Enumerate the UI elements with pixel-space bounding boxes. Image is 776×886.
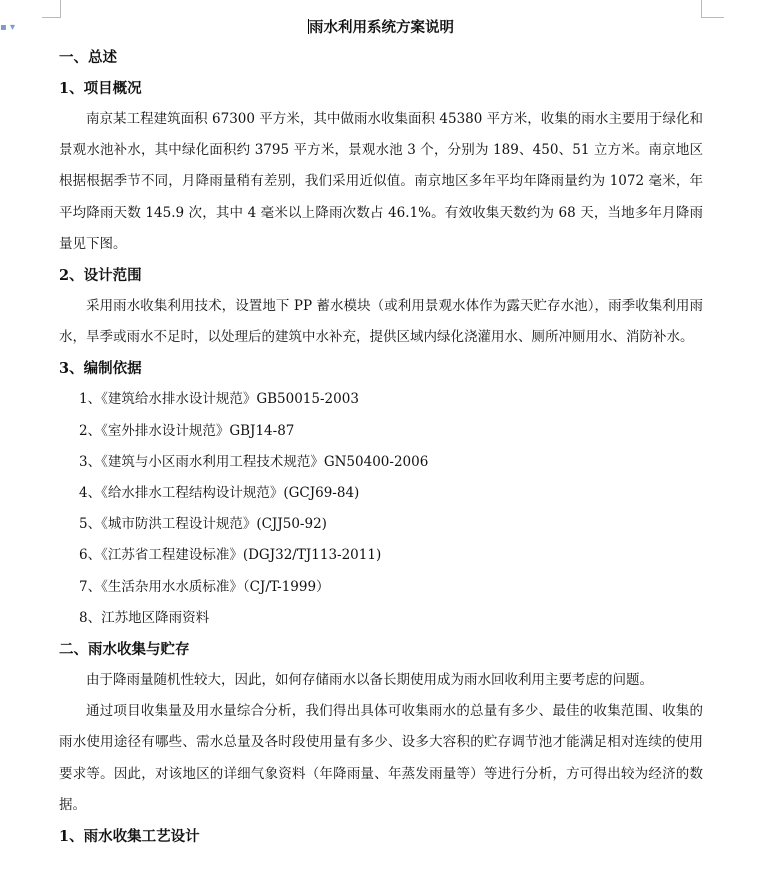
reference-list-item: 3、《建筑与小区雨水利用工程技术规范》GN50400-2006 bbox=[79, 453, 429, 470]
body-paragraph: 通过项目收集量及用水量综合分析，我们得出具体可收集雨水的总量有多少、最佳的收集范围、收集的雨水使用途径有哪些、需水总量及各时段使用量有多少、设多大容积的贮存调节池才能满足相对连续的使用要求等。因此，对该地区的详细气象资料（年降雨量、年蒸发雨量等）等进行分析，方可得出较为经济的数据。 bbox=[59, 703, 703, 813]
document-page[interactable] bbox=[59, 14, 703, 852]
page-corner-mark-right bbox=[701, 0, 724, 18]
section-heading: 二、雨水收集与贮存 bbox=[59, 641, 190, 659]
ruler-marker-icon: ▪ ▾ bbox=[0, 22, 15, 33]
reference-list-item: 5、《城市防洪工程设计规范》(CJJ50-92) bbox=[79, 516, 327, 533]
reference-list-item: 7、《生活杂用水水质标准》（CJ/T-1999） bbox=[79, 578, 330, 595]
section-heading: 1、项目概况 bbox=[59, 80, 142, 97]
section-heading: 3、编制依据 bbox=[59, 360, 142, 378]
reference-list-item: 2、《室外排水设计规范》GBJ14-87 bbox=[79, 422, 295, 439]
section-heading: 2、设计范围 bbox=[59, 267, 142, 285]
section-heading: 一、总述 bbox=[59, 49, 117, 66]
section-heading: 1、雨水收集工艺设计 bbox=[59, 828, 200, 846]
reference-list-item: 1、《建筑给水排水设计规范》GB50015-2003 bbox=[79, 391, 359, 408]
reference-list-item: 6、《江苏省工程建设标准》(DGJ32/TJ113-2011) bbox=[79, 547, 382, 564]
body-paragraph: 采用雨水收集利用技术，设置地下 PP 蓄水模块（或利用景观水体作为露天贮存水池），雨季收集利用雨水，旱季或雨水不足时，以处理后的建筑中水补充，提供区域内绿化浇灌用水、厕所冲厕用水、消防补水。 bbox=[59, 298, 703, 346]
document-title: 雨水利用系统方案说明 bbox=[309, 19, 454, 36]
reference-list-item: 8、江苏地区降雨资料 bbox=[79, 609, 210, 626]
reference-list-item: 4、《给水排水工程结构设计规范》(GCJ69-84) bbox=[79, 485, 360, 502]
body-paragraph: 南京某工程建筑面积 67300 平方米，其中做雨水收集面积 45380 平方米，收集的雨水主要用于绿化和景观水池补水，其中绿化面积约 3795 平方米，景观水池 3 个，分别为 189、450、51 立方米。南京地区根据根据季节不同，月降雨量稍有差别，我们采用近似值。南京地区多年平均年降雨量约为 1072 毫米，年平均降雨天数 145.9 次，其中 4 毫米以上降雨次数占 46.1%。有效收集天数约为 68 天，当地多年月降雨量见下图。 bbox=[59, 111, 703, 252]
document-body bbox=[59, 42, 703, 852]
body-paragraph: 由于降雨量随机性较大，因此，如何存储雨水以备长期使用成为雨水回收利用主要考虑的问题。 bbox=[86, 672, 653, 689]
